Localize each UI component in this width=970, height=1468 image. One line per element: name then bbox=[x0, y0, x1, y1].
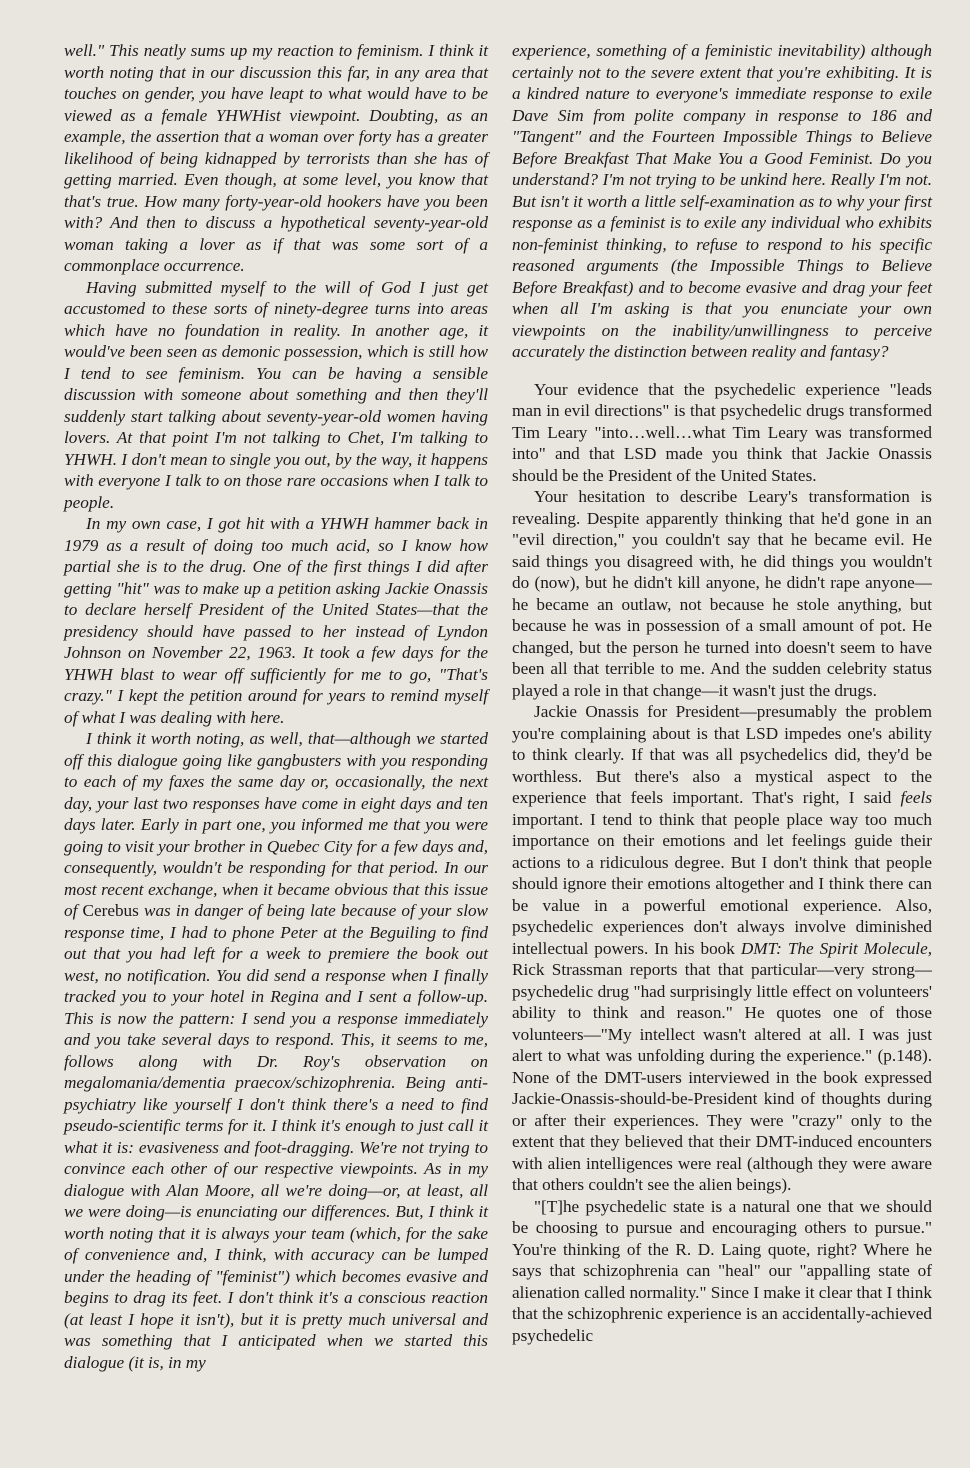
cerebus-title: Cerebus bbox=[82, 901, 139, 920]
right-italic-paragraph: experience, something of a feministic inevitability) although certainly not to the severe extent that you're exhibiting. It is a kindred nature to everyone's immediate response to exile Dave Sim from polite company in response to 186 and "Tangent" and the Fourteen Impossible Things to Believe Before Breakfast That Make You a Good Feminist. Do you understand? I'm not trying to be unkind here. Really I'm not. But isn't it worth a little self-examination as to why your first response as a feminist is to exile any individual who exhibits non-feminist thinking, to refuse to respond to his specific reasoned arguments (the Impossible Things to Believe Before Breakfast) and to become evasive and drag your feet when all I'm asking is that you enunciate your own viewpoints on the inability/unwillingness to perceive accurately the distinction between reality and fantasy? bbox=[512, 41, 932, 361]
right-paragraph-1: Your evidence that the psychedelic experience "leads man in evil directions" is that psychedelic drugs transformed Tim Leary "into…well…what Tim Leary was transformed into" and that LSD made you think that Jackie Onassis should be the President of the United States. bbox=[512, 379, 932, 485]
feels-emphasis: feels bbox=[900, 788, 933, 807]
right-paragraph-3 bbox=[512, 701, 932, 1196]
right-paragraph-3-text-c: Rick Strassman reports that that particular—very strong—psychedelic drug "had surprisingly little effect on volunteers' ability to think and reason." He quotes one of those volunteers—"My intellect wasn't altered at all. I was just alert to what was unfolding during the experience." (p.148). None of the DMT-users interviewed in the book expressed Jackie-Onassis-should-be-President kind of thoughts during or after their experiences. They were "crazy" only to the extent that they believed that their DMT-induced encounters with alien intelligences were real (although they were aware that others couldn't see the alien beings). bbox=[512, 960, 932, 1194]
book-title: DMT: The Spirit Molecule, bbox=[740, 938, 932, 958]
left-paragraph-3: In my own case, I got hit with a YHWH hammer back in 1979 as a result of doing too much acid, so I know how partial she is to the drug. One of the first things I did after getting "hit" was to make up a petition asking Jackie Onassis to declare herself President of the United States—that the presidency should have passed to her instead of Lyndon Johnson on November 22, 1963. It took a few days for the YHWH blast to wear off sufficiently for me to go, "That's crazy." I kept the petition around for years to remind myself of what I was dealing with here. bbox=[64, 514, 488, 727]
left-column bbox=[64, 40, 488, 1373]
right-paragraph-2: Your hesitation to describe Leary's transformation is revealing. Despite apparently thinking that he'd gone in an "evil direction," you couldn't say that he became evil. He said things you disagreed with, he did things you wouldn't do (now), but he didn't kill anyone, he didn't rape anyone—he became an outlaw, not because he stole anything, but because he was in possession of a small amount of pot. He changed, but the person he turned into doesn't seem to have been all that terrible to me. And the sudden celebrity status played a role in that change—it wasn't just the drugs. bbox=[512, 487, 932, 700]
right-paragraph-3-text-a: Jackie Onassis for President—presumably the problem you're complaining about is that LSD impedes one's ability to think clearly. If that was all psychedelics did, they'd be worthless. But there's also a mystical aspect to the experience that feels important. That's right, I said bbox=[512, 702, 932, 807]
left-paragraph-1: well." This neatly sums up my reaction to feminism. I think it worth noting that in our discussion this far, in any area that touches on gender, you have leapt to what would have to be viewed as a female YHWHist viewpoint. Doubting, as an example, the assertion that a woman over forty has a greater likelihood of being kidnapped by terrorists than she has of getting married. Even though, at some level, you know that that's true. How many forty-year-old hookers have you been with? And then to discuss a hypothetical seventy-year-old woman taking a lover as if that was some sort of a commonplace occurrence. bbox=[64, 41, 488, 275]
left-paragraph-2: Having submitted myself to the will of God I just get accustomed to these sorts of ninety-degree turns into areas which have no foundation in reality. In another age, it would've been seen as demonic possession, which is still how I tend to see feminism. You can be having a sensible discussion with someone about something and then they'll suddenly start talking about seventy-year-old women having lovers. At that point I'm not talking to Chet, I'm talking to YHWH. I don't mean to single you out, by the way, it happens with everyone I talk to on those rare occasions when I talk to people. bbox=[64, 277, 488, 512]
right-italic-continuation bbox=[512, 40, 932, 363]
left-paragraph-4 bbox=[64, 728, 488, 1373]
left-paragraph-4-text-a: I think it worth noting, as well, that—although we started off this dialogue going like gangbusters with you responding to each of my faxes the same day or, occasionally, the next day, your last two responses have come in eight days and ten days later. Early in part one, you informed me that you were going to visit your brother in Quebec City for a few days and, consequently, wouldn't be responding for that period. In our most recent exchange, when it became obvious that this issue of bbox=[64, 729, 488, 920]
right-paragraph-4: "[T]he psychedelic state is a natural one that we should be choosing to pursue and encouraging others to pursue." You're thinking of the R. D. Laing quote, right? Where he says that schizophrenia can "heal" our "appalling state of alienation called normality." Since I make it clear that I think that the schizophrenic experience is an accidentally-achieved psychedelic bbox=[512, 1196, 932, 1345]
right-paragraph-3-text-b: important. I tend to think that people place way too much importance on their emotions and let feelings guide their actions to a ridiculous degree. But I don't think that people should ignore their emotions altogether and I think there can be value in a powerful emotional experience. Also, psychedelic experiences don't always involve diminished intellectual powers. In his book bbox=[512, 809, 932, 958]
left-paragraph-4-text-b: was in danger of being late because of your slow response time, I had to phone Peter at the Beguiling to find out that you had left for a week to premiere the book out west, no notification. You did send a response when I finally tracked you to your hotel in Regina and I sent a follow-up. This is now the pattern: I send you a response immediately and you take several days to respond. This, it seems to me, follows along with Dr. Roy's observation on megalomania/dementia praecox/schizophrenia. Being anti-psychiatry like yourself I don't think there's a need to find pseudo-scientific terms for it. I think it's enough to just call it what it is: evasiveness and foot-dragging. We're not trying to convince each other of our respective viewpoints. As in my dialogue with Alan Moore, all we're doing—or, at least, all we were doing—is enunciating our differences. But, I think it worth noting that it is always your team (which, for the sake of convenience and, I think, with accuracy can be lumped under the heading of "feminist") which becomes evasive and begins to drag its feet. I don't think it's a conscious reaction (at least I hope it isn't), but it is pretty much universal and was something that I anticipated when we started this dialogue (it is, in my bbox=[64, 901, 489, 1372]
right-column bbox=[512, 40, 932, 1346]
